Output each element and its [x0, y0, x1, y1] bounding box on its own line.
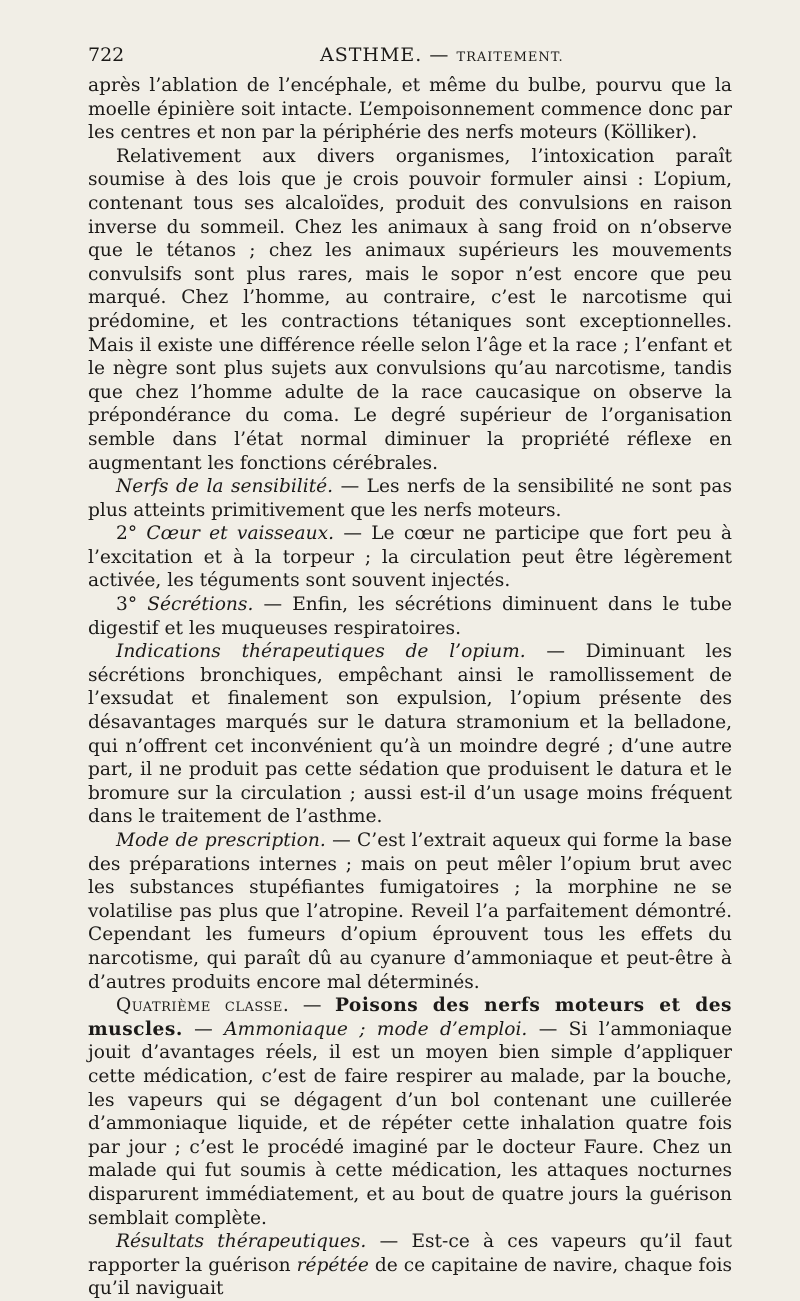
text-results-a: — Est-ce à ces vapeurs qu’il faut rapporter la guérison	[88, 1231, 733, 1276]
text-indications: — Diminuant les sécrétions bronchiques, empêchant ainsi le ramollissement de l’exsudat et finalement son expulsion, l’opium présente des désavantages marqués sur le datura stramonium et la belladone, qui n’offrent cet inconvénient qu’à un moindre degré ; d’une autre part, il ne produit pas cette sédation que produisent le datura et le bromure sur la circulation ; aussi est-il d’un usage moins fréquent dans le traitement de l’asthme.	[88, 641, 732, 828]
number-secretions: 3°	[116, 594, 148, 616]
page-number: 722	[88, 44, 125, 66]
heading-sensory-nerves: Nerfs de la sensibilité.	[116, 476, 334, 498]
running-title	[320, 44, 564, 66]
emphasis-repeated: répétée	[296, 1254, 369, 1276]
heading-poisons: Poisons des nerfs moteurs et des muscles.	[88, 995, 732, 1040]
heading-indications: Indications thérapeutiques de l’opium.	[116, 641, 526, 663]
heading-fourth-class: Quatrième classe.	[116, 995, 290, 1017]
text-heart: — Le cœur ne participe que fort peu à l’excitation et à la torpeur ; la circulation peut être légèrement activée, les téguments sont souvent injectés.	[88, 523, 732, 592]
dash-2: —	[182, 1018, 225, 1040]
heading-prescription: Mode de prescription.	[116, 830, 326, 851]
section-title: TRAITEMENT.	[456, 50, 564, 65]
paragraph-heart	[88, 522, 732, 593]
text-secretions: — Enfin, les sécrétions diminuent dans le tube digestif et les muqueuses respiratoires.	[88, 594, 732, 639]
text-results-b: de ce capitaine de navire, chaque fois qu’il naviguait	[88, 1254, 732, 1300]
heading-secretions: Sécrétions.	[147, 594, 254, 616]
running-header	[88, 40, 732, 74]
heading-results: Résultats thérapeutiques.	[116, 1231, 367, 1253]
paragraph-continuation: après l’ablation de l’encéphale, et même du bulbe, pourvu que la moelle épinière soit intacte. L’empoisonnement commence donc par les centres et non par la périphérie des nerfs moteurs (Kölliker).	[88, 75, 732, 144]
number-heart: 2°	[116, 523, 147, 545]
paragraph-secretions	[88, 593, 732, 640]
chapter-title: ASTHME.	[320, 44, 423, 66]
paragraph-results	[88, 1230, 732, 1301]
text-prescription: — C’est l’extrait aqueux qui forme la base des préparations internes ; mais on peut mêler l’opium brut avec les substances stupéfiantes fumigatoires ; la morphine ne se volatilise pas plus que l’atropine. Reveil l’a parfaitement démontré. Cependant les fumeurs d’opium éprouvent tous les effets du narcotisme, qui paraît dû au cyanure d’ammoniaque et peut-être à d’autres produits encore mal déterminés.	[88, 830, 732, 993]
text-ammonia: — Si l’ammoniaque jouit d’avantages réels, il est un moyen bien simple d’appliquer cette médication, c’est de faire respirer au malade, par la bouche, les vapeurs qui se dégagent d’un bol contenant une cuillerée d’ammoniaque liquide, et de répéter cette inhalation quatre fois par jour ; c’est le procédé imaginé par le docteur Faure. Chez un malade qui fut soumis à cette médication, les attaques nocturnes disparurent immédiatement, et au bout de quatre jours la guérison semblait complète.	[88, 1018, 732, 1229]
paragraph-fourth-class	[88, 994, 732, 1230]
title-dash: —	[429, 44, 450, 66]
heading-heart: Cœur et vaisseaux.	[146, 523, 335, 545]
paragraph-sensory-nerves	[88, 475, 732, 522]
paragraph-indications	[88, 640, 732, 829]
paragraph-prescription	[88, 829, 732, 994]
body-text	[88, 74, 732, 1301]
heading-ammonia: Ammoniaque ; mode d’emploi.	[224, 1018, 528, 1040]
dash-1: —	[289, 995, 335, 1017]
paragraph-organisms: Relativement aux divers organismes, l’intoxication paraît soumise à des lois que je crois pouvoir formuler ainsi : L’opium, contenant tous ses alcaloïdes, produit des convulsions en raison inverse du sommeil. Chez les animaux à sang froid on n’observe que le tétanos ; chez les animaux supérieurs les mouvements convulsifs sont plus rares, mais le sopor n’est encore que peu marqué. Chez l’homme, au contraire, c’est le narcotisme qui prédomine, et les contractions tétaniques sont exceptionnelles. Mais il existe une différence réelle selon l’âge et la race ; l’enfant et le nègre sont plus sujets aux convulsions qu’au narcotisme, tandis que chez l’homme adulte de la race caucasique on observe la prépondérance du coma. Le degré supérieur de l’organisation semble dans l’état normal diminuer la propriété réflexe en augmentant les fonctions cérébrales.	[88, 145, 732, 474]
text-sensory-nerves: — Les nerfs de la sensibilité ne sont pas plus atteints primitivement que les nerfs moteurs.	[88, 476, 732, 521]
